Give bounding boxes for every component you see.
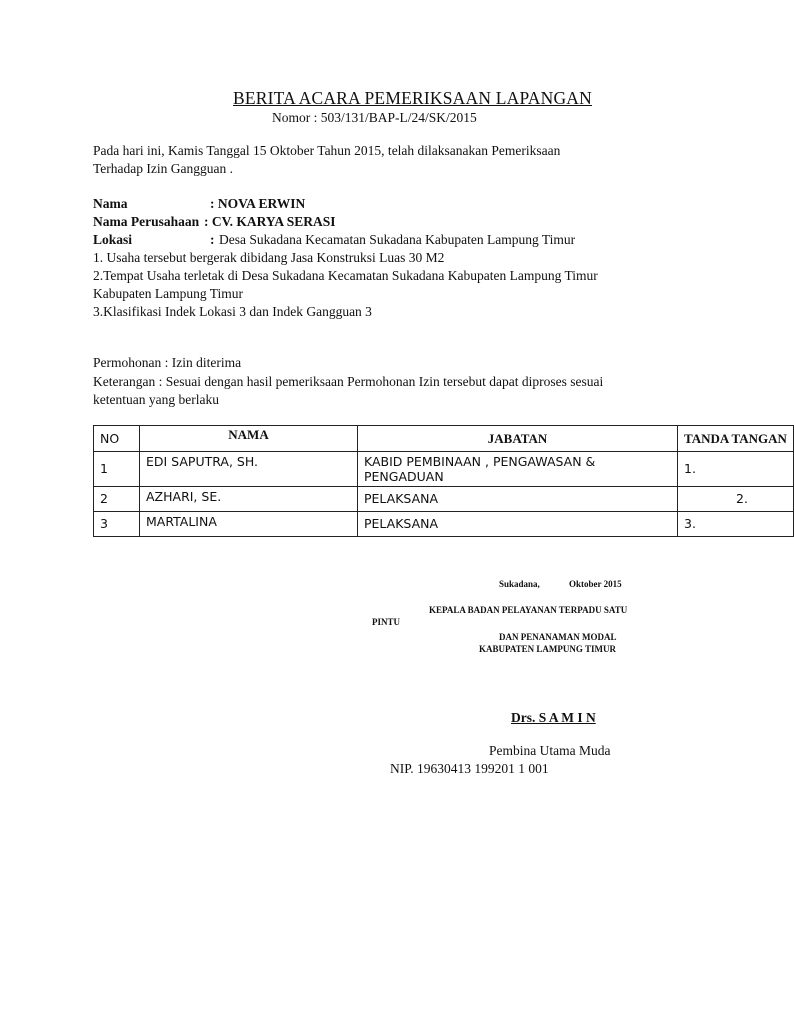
lokasi-colon: :	[210, 232, 215, 247]
row-signature: 3.	[684, 516, 696, 531]
signer-rank: Pembina Utama Muda	[489, 743, 611, 758]
perusahaan-label: Nama Perusahaan	[93, 214, 200, 229]
row-jabatan-line-2: PENGADUAN	[364, 469, 444, 484]
row-nama: EDI SAPUTRA, SH.	[146, 454, 258, 469]
header-no: NO	[100, 431, 120, 446]
office-line-2: DAN PENANAMAN MODAL	[499, 632, 617, 642]
intro-line-2: Terhadap Izin Gangguan .	[93, 161, 233, 176]
signature-table	[93, 425, 794, 537]
row-jabatan: PELAKSANA	[364, 491, 439, 506]
table-row	[94, 452, 794, 487]
row-signature: 2.	[736, 491, 748, 506]
nama-label: Nama	[93, 196, 128, 211]
row-no: 1	[100, 461, 108, 476]
row-jabatan: PELAKSANA	[364, 516, 439, 531]
lokasi-value: Desa Sukadana Kecamatan Sukadana Kabupaten Lampung Timur	[219, 232, 576, 247]
row-signature: 1.	[684, 461, 696, 476]
header-nama: NAMA	[228, 427, 269, 442]
row-nama: MARTALINA	[146, 514, 217, 529]
keterangan-line-2: ketentuan yang berlaku	[93, 392, 219, 407]
point-2: 2.Tempat Usaha terletak di Desa Sukadana Kecamatan Sukadana Kabupaten Lampung Timur	[93, 268, 598, 283]
document-number: Nomor : 503/131/BAP-L/24/SK/2015	[272, 110, 477, 125]
table-row	[94, 512, 794, 537]
table-row	[94, 487, 794, 512]
perusahaan-value: : CV. KARYA SERASI	[204, 214, 336, 229]
table-header-row	[94, 426, 794, 452]
office-line-1: KEPALA BADAN PELAYANAN TERPADU SATU	[429, 605, 628, 615]
office-line-3: KABUPATEN LAMPUNG TIMUR	[479, 644, 616, 654]
header-jabatan: JABATAN	[487, 431, 548, 446]
point-1: 1. Usaha tersebut bergerak dibidang Jasa Konstruksi Luas 30 M2	[93, 250, 445, 265]
row-no: 3	[100, 516, 108, 531]
permohonan: Permohonan : Izin diterima	[93, 355, 242, 370]
keterangan-line-1: Keterangan : Sesuai dengan hasil pemeriksaan Permohonan Izin tersebut dapat diproses sesuai	[93, 374, 604, 389]
point-2-cont: Kabupaten Lampung Timur	[93, 286, 243, 301]
row-nama: AZHARI, SE.	[146, 489, 222, 504]
row-no: 2	[100, 491, 108, 506]
header-tanda-tangan: TANDA TANGAN	[684, 431, 787, 446]
lokasi-label: Lokasi	[93, 232, 133, 247]
nama-value: : NOVA ERWIN	[210, 196, 306, 211]
document-title: BERITA ACARA PEMERIKSAAN LAPANGAN	[233, 88, 592, 108]
row-jabatan-line-1: KABID PEMBINAAN , PENGAWASAN &	[364, 454, 596, 469]
signer-name: Drs. S A M I N	[511, 710, 596, 725]
office-line-1b: PINTU	[372, 617, 401, 627]
row-jabatan	[358, 452, 677, 486]
intro-line-1: Pada hari ini, Kamis Tanggal 15 Oktober Tahun 2015, telah dilaksanakan Pemeriksaan	[93, 143, 561, 158]
closing-date: Oktober 2015	[569, 579, 622, 589]
point-3: 3.Klasifikasi Indek Lokasi 3 dan Indek Gangguan 3	[93, 304, 372, 319]
closing-place: Sukadana,	[499, 579, 540, 589]
signer-nip: NIP. 19630413 199201 1 001	[390, 761, 549, 776]
